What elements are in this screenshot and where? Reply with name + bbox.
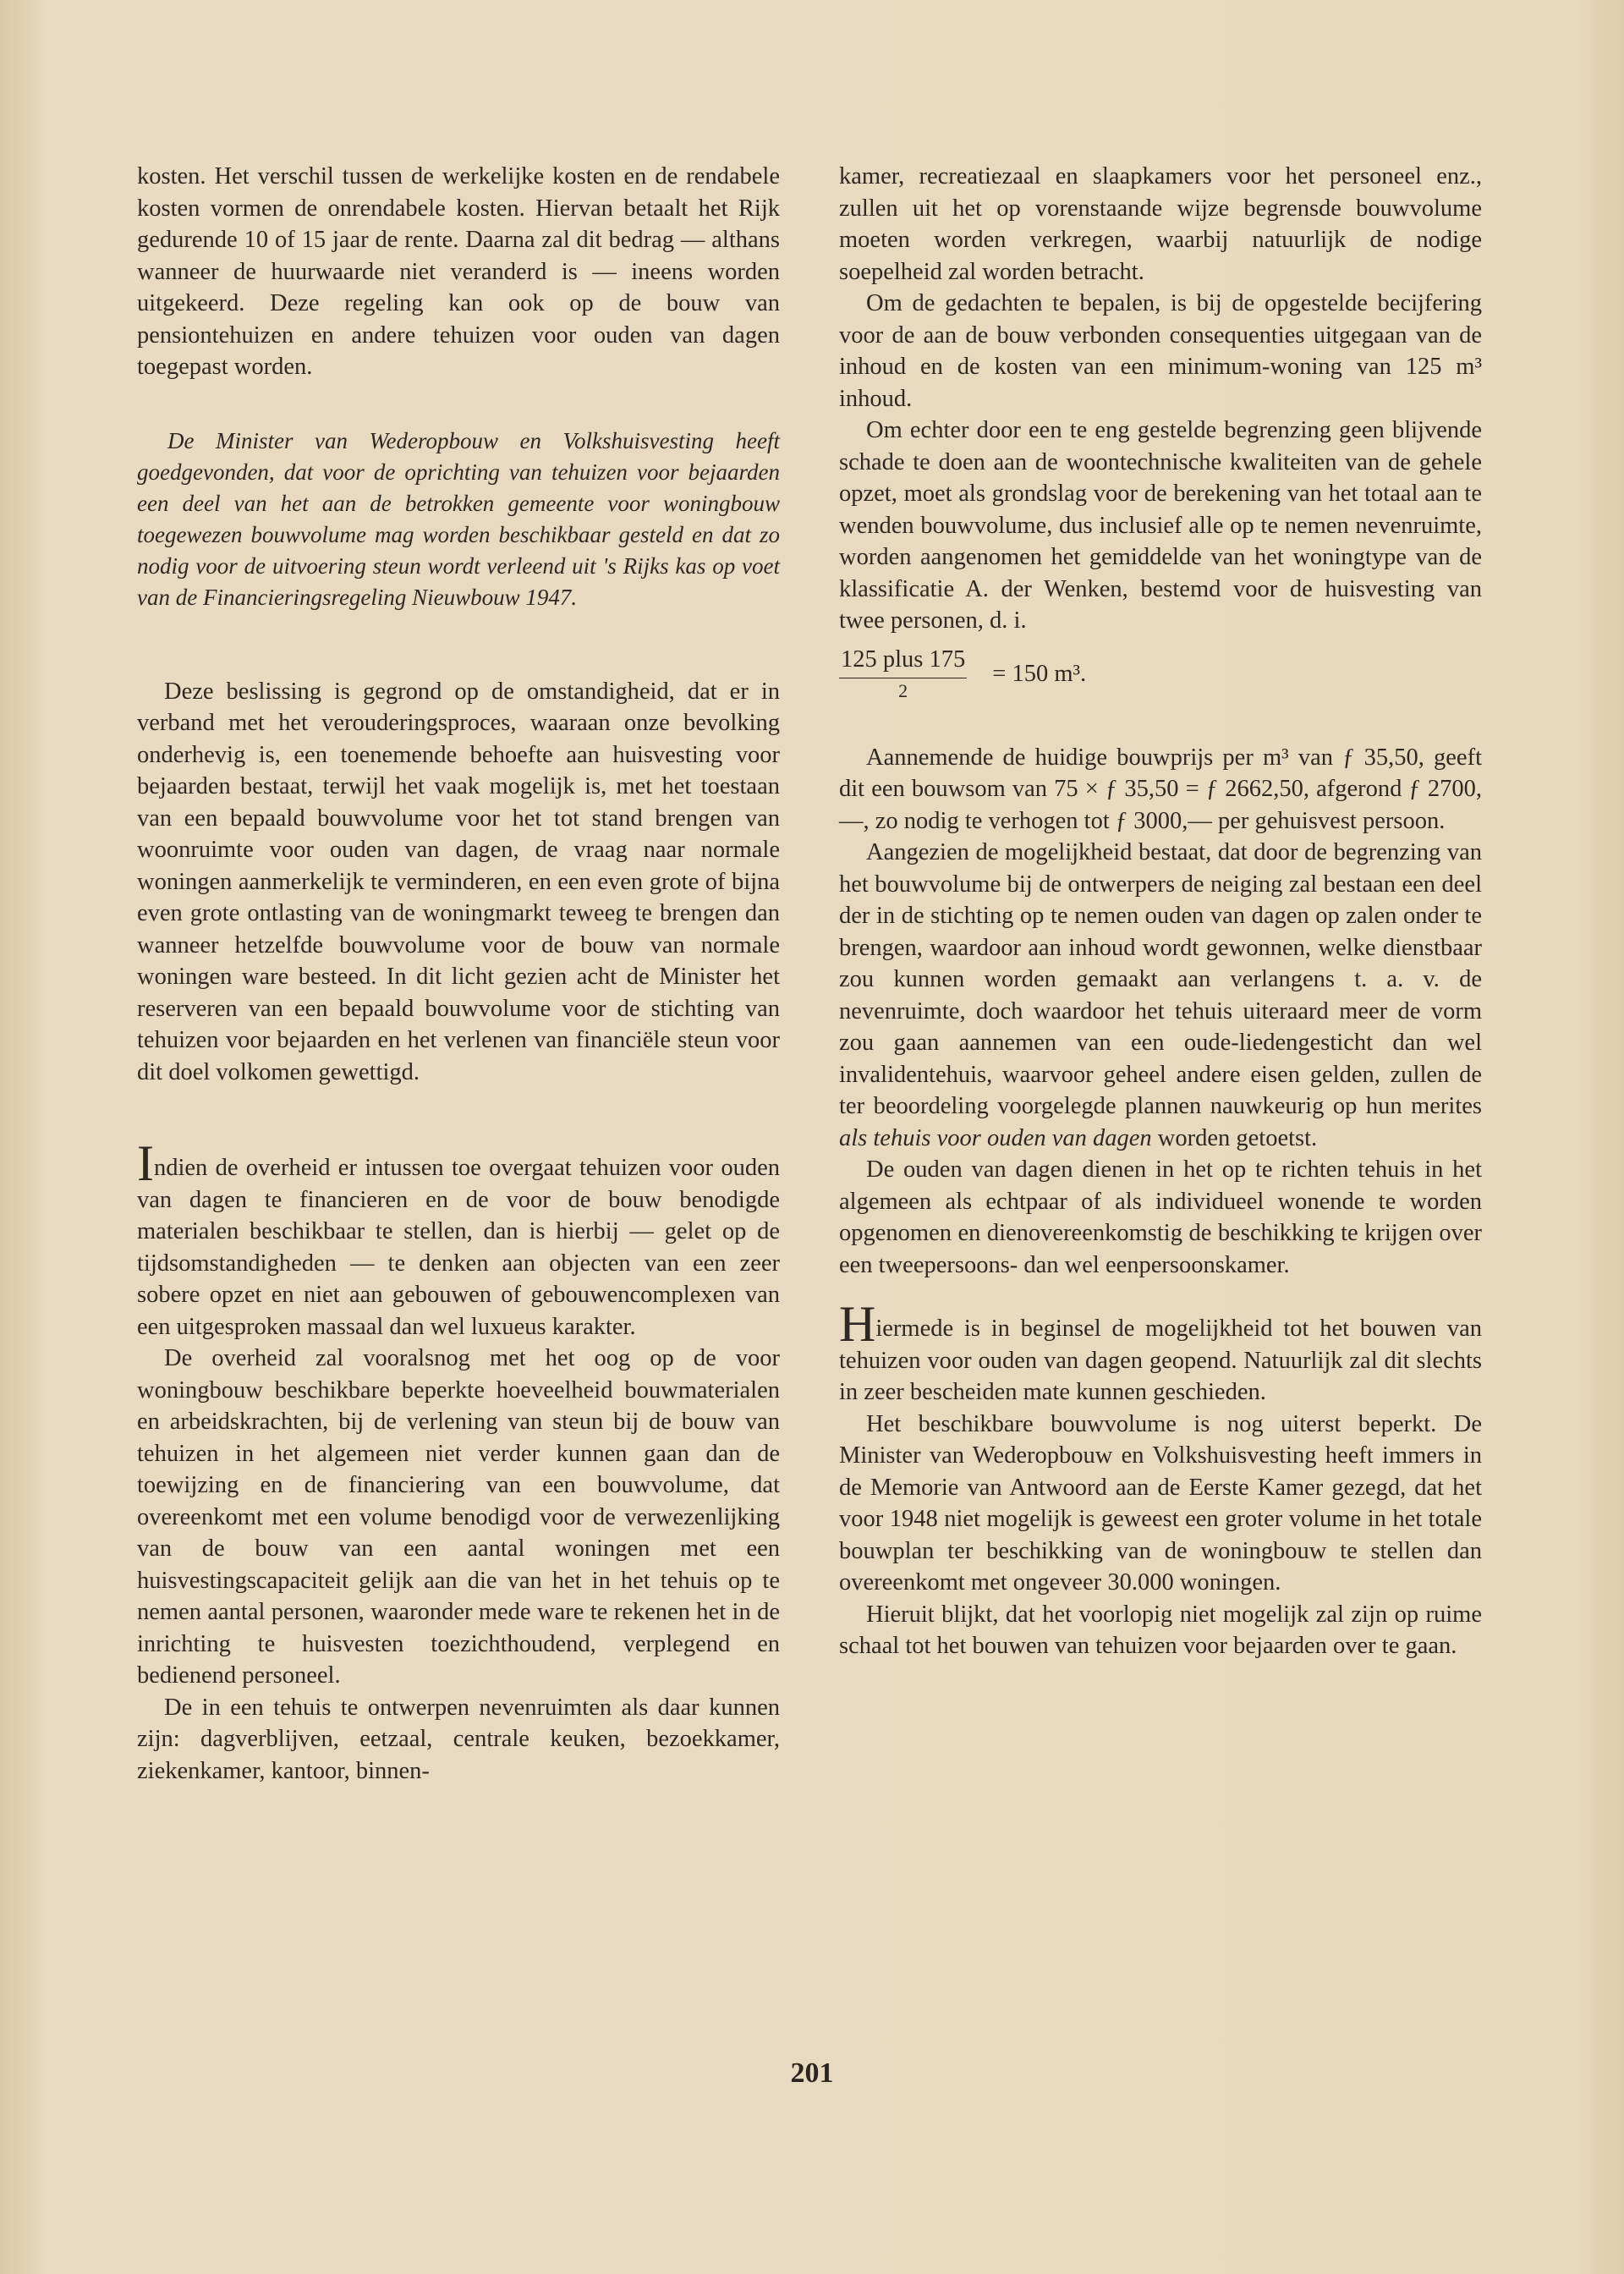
paragraph: De in een tehuis te ontwerpen nevenruimten als daar kunnen zijn: dagverblijven, eetzaal, centrale keuken, bezoekkamer, ziekenkamer, kantoor, binnen- [137,1694,780,1784]
fraction-denominator: 2 [898,679,908,701]
paragraph-text: iermede is in beginsel de mogelijkheid tot het bouwen van tehuizen voor ouden van dagen geopend. Natuurlijk zal dit slechts in zeer bescheiden mate kunnen geschieden. [839,1316,1482,1405]
paragraph-text: worden getoetst. [1151,1124,1318,1151]
paragraph: Het beschikbare bouwvolume is nog uiterst beperkt. De Minister van Wederopbouw en Volkshuisvesting heeft immers in de Memorie van Antwoord aan de Eerste Kamer gezegd, dat het voor 1948 niet mogelijk is geweest een groter volume in het totale bouwplan ter beschikking van de woningbouw te stellen dan overeenkomt met ongeveer 30.000 woningen. [839,1410,1482,1596]
drop-cap: I [137,1135,154,1191]
paragraph: Om echter door een te eng gestelde begrenzing geen blijvende schade te doen aan de woontechnische kwaliteiten van de gehele opzet, moet als grondslag voor de berekening van het totaal aan te wenden bouwvolume, dus inclusief alle op te nemen nevenruimte, worden aangenomen het gemiddelde van het woningtype van de klassificatie A. der Wenken, bestemd voor de huisvesting van twee personen, d. i. [839,417,1482,634]
formula [839,640,1482,708]
paragraph: De ouden van dagen dienen in het op te richten tehuis in het algemeen als echtpaar of als individueel wonende te worden opgenomen en dienovereenkomstig de beschikking te krijgen over een tweepersoons- dan wel eenpersoonskamer. [839,1156,1482,1278]
paragraph: Deze beslissing is gegrond op de omstandigheid, dat er in verband met het verouderingsproces, waaraan onze bevolking onderhevig is, een toenemende behoefte aan huisvesting voor bejaarden bestaat, terwijl het vaak mogelijk is, met het toestaan van een bepaald bouwvolume voor het tot stand brengen van woonruimte voor ouden van dagen, de vraag naar normale woningen aanmerkelijk te verminderen, en een even grote of bijna even grote ontlasting van de woningmarkt teweeg te brengen dan wanneer hetzelfde bouwvolume voor de bouw van normale woningen ware besteed. In dit licht gezien acht de Minister het reserveren van een bepaald bouwvolume voor de stichting van tehuizen voor bejaarden en het verlenen van financiële steun voor dit doel volkomen gewettigd. [137,678,780,1085]
paragraph: Aannemende de huidige bouwprijs per m³ van ƒ 35,50, geeft dit een bouwsom van 75 × ƒ 35,50 = ƒ 2662,50, afgerond ƒ 2700,—, zo nodig te verhogen tot ƒ 3000,— per gehuisvest persoon. [839,744,1482,834]
italic-phrase: als tehuis voor ouden van dagen [839,1124,1152,1151]
paragraph: Hieruit blijkt, dat het voorlopig niet mogelijk zal zijn op ruime schaal tot het bouwen van tehuizen voor bejaarden over te gaan. [839,1601,1482,1659]
fraction-numerator: 125 plus 175 [839,644,967,678]
page-number: 201 [790,2057,834,2089]
paragraph-text: Aangezien de mogelijkheid bestaat, dat door de begrenzing van het bouwvolume bij de ontwerpers de neiging zal bestaan een deel der in de stichting op te nemen ouden van dagen op zalen onder te brengen, waardoor aan inhoud wordt gewonnen, welke dienstbaar zou kunnen worden gemaakt aan verlangens t. a. v. de nevenruimte, doch waardoor het tehuis uiteraard meer de vorm zou gaan aannemen van een oude-liedengesticht dan wel invalidentehuis, waarvoor geheel andere eisen gelden, zullen de ter beoordeling voorgelegde plannen nauwkeurig op hun merites [839,839,1482,1119]
paragraph [839,837,1482,1154]
paragraph: De overheid zal vooralsnog met het oog op de voor woningbouw beschikbare beperkte hoeveelheid bouwmaterialen en arbeidskrachten, bij de verlening van steun bij de bouw van tehuizen in het algemeen niet verder kunnen gaan dan de toewijzing en de financiering van een bouwvolume, dat overeenkomt met een volume benodigd voor de verwezenlijking van de bouw van een aantal woningen met een huisvestingscapaciteit gelijk aan die van het in het tehuis op te nemen aantal personen, waaronder mede ware te rekenen het in de inrichting te huisvesten toezichthoudend, verplegend en bedienend personeel. [137,1345,780,1689]
paragraph: Om de gedachten te bepalen, is bij de opgestelde becijfering voor de aan de bouw verbonden consequenties uitgegaan van de inhoud en de kosten van een minimum-woning van 125 m³ inhoud. [839,290,1482,412]
italic-announcement: De Minister van Wederopbouw en Volkshuisvesting heeft goedgevonden, dat voor de oprichting van tehuizen voor bejaarden een deel van het aan de betrokken gemeente voor woningbouw toegewezen bouwvolume mag worden beschikbaar gesteld en dat zo nodig voor de uitvoering steun wordt verleend uit 's Rijks kas op voet van de Financieringsregeling Nieuwbouw 1947. [137,427,780,610]
paragraph-text: ndien de overheid er intussen toe overgaat tehuizen voor ouden van dagen te financieren en de voor de bouw benodigde materialen beschikbaar te stellen, dan is hierbij — gelet op de tijdsomstandigheden — te denken aan objecten van een zeer sobere opzet en niet aan gebouwen of gebouwencomplexen van een uitgesproken massaal dan wel luxueus karakter. [137,1155,780,1340]
paragraph-dropcap [137,1135,780,1343]
drop-cap: H [839,1296,876,1352]
paragraph-dropcap [839,1296,1482,1409]
right-column [839,161,1482,1662]
formula-result: = 150 m³. [992,660,1087,687]
paragraph: kosten. Het verschil tussen de werkelijke kosten en de rendabele kosten vormen de onrendabele kosten. Hiervan betaalt het Rijk gedurende 10 of 15 jaar de rente. Daarna zal dit bedrag — althans wanneer de huurwaarde niet veranderd is — ineens worden uitgekeerd. Deze regeling kan ook op de bouw van pensiontehuizen en andere tehuizen voor ouden van dagen toegepast worden. [137,163,780,380]
left-column [137,161,780,1787]
fraction [839,644,967,704]
paragraph: kamer, recreatiezaal en slaapkamers voor het personeel enz., zullen uit het op vorenstaande wijze begrensde bouwvolume moeten worden verkregen, waarbij natuurlijk de nodige soepelheid zal worden betracht. [839,163,1482,285]
